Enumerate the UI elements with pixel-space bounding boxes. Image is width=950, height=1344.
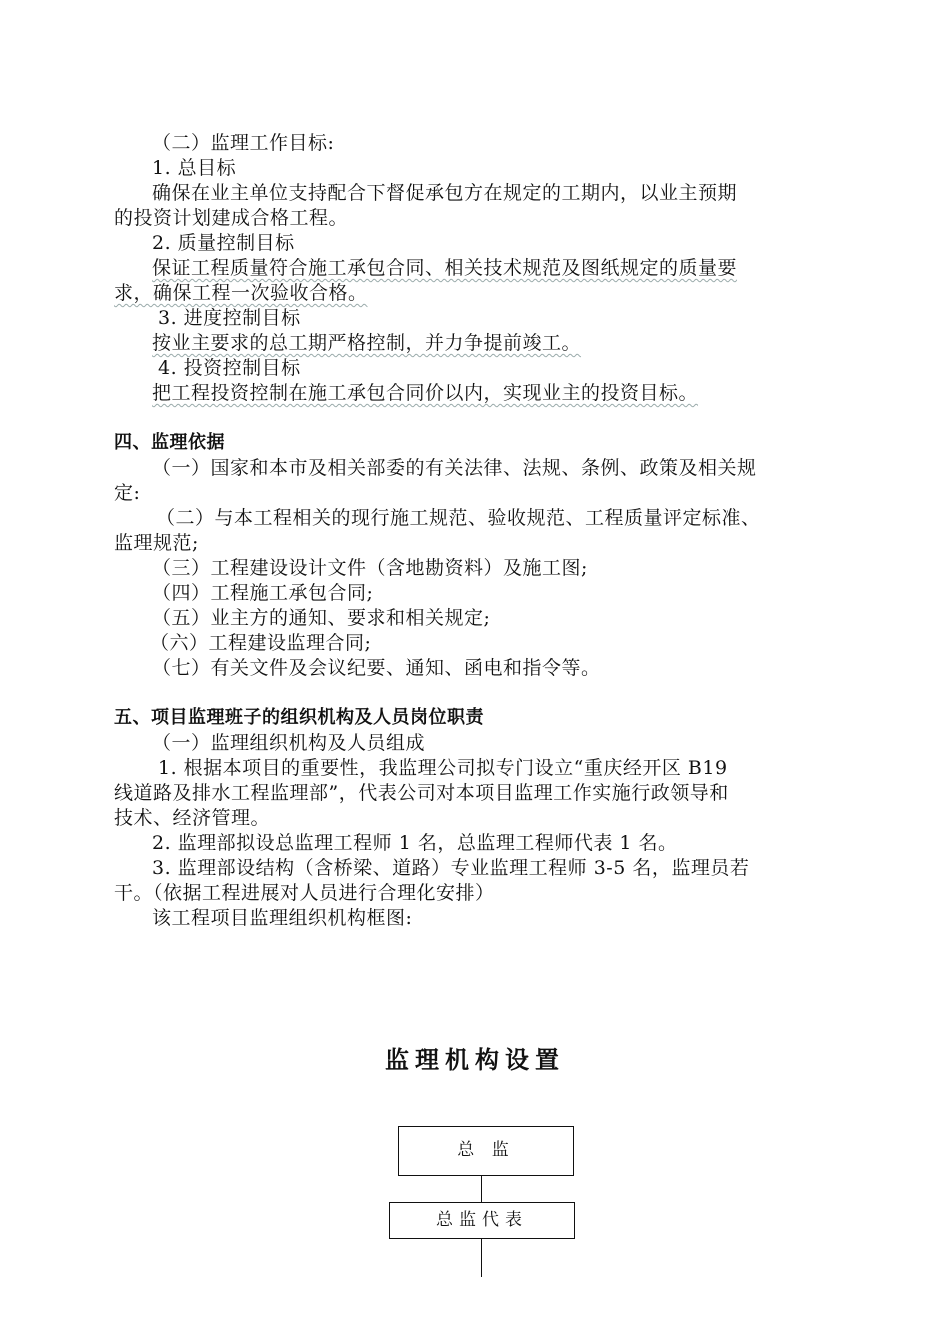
org-connector-2 bbox=[481, 1239, 482, 1277]
target-1-text-cont: 的投资计划建成合格工程。 bbox=[114, 207, 349, 229]
section-4-heading: 四、监理依据 bbox=[114, 432, 225, 453]
section-5-heading: 五、项目监理班子的组织机构及人员岗位职责 bbox=[114, 707, 484, 728]
target-2-text-cont: 求，确保工程一次验收合格。 bbox=[114, 282, 368, 304]
org-box-chief-representative: 总监代表 bbox=[389, 1202, 575, 1239]
org-paragraph-1: 1. 根据本项目的重要性，我监理公司拟专门设立“重庆经开区 B19 bbox=[158, 757, 728, 779]
section-heading-work-targets: （二）监理工作目标: bbox=[152, 132, 335, 154]
org-box-chief-supervisor: 总 监 bbox=[398, 1126, 574, 1176]
target-2-text: 保证工程质量符合施工承包合同、相关技术规范及图纸规定的质量要 bbox=[152, 257, 738, 279]
target-1-text: 确保在业主单位支持配合下督促承包方在规定的工期内，以业主预期 bbox=[152, 182, 738, 204]
org-paragraph-1-cont2: 技术、经济管理。 bbox=[114, 807, 271, 829]
basis-item-2-cont: 监理规范; bbox=[114, 532, 199, 554]
target-3-title: 3. 进度控制目标 bbox=[158, 307, 301, 329]
org-paragraph-3: 3. 监理部设结构（含桥梁、道路）专业监理工程师 3-5 名，监理员若 bbox=[152, 857, 750, 879]
org-paragraph-2: 2. 监理部拟设总监理工程师 1 名，总监理工程师代表 1 名。 bbox=[152, 832, 678, 854]
basis-item-7: （七）有关文件及会议纪要、通知、函电和指令等。 bbox=[152, 657, 601, 679]
target-4-text: 把工程投资控制在施工承包合同价以内，实现业主的投资目标。 bbox=[152, 382, 699, 404]
basis-item-6: （六）工程建设监理合同; bbox=[150, 632, 372, 654]
org-subheading: （一）监理组织机构及人员组成 bbox=[152, 732, 426, 754]
basis-item-2: （二）与本工程相关的现行施工规范、验收规范、工程质量评定标准、 bbox=[156, 507, 761, 529]
org-chart-intro: 该工程项目监理组织机构框图: bbox=[152, 907, 413, 929]
target-4-title: 4. 投资控制目标 bbox=[158, 357, 301, 379]
basis-item-5: （五）业主方的通知、要求和相关规定; bbox=[152, 607, 491, 629]
org-paragraph-1-cont: 线道路及排水工程监理部”，代表公司对本项目监理工作实施行政领导和 bbox=[114, 782, 729, 804]
target-1-title: 1. 总目标 bbox=[152, 157, 237, 179]
target-2-title: 2. 质量控制目标 bbox=[152, 232, 295, 254]
basis-item-1: （一）国家和本市及相关部委的有关法律、法规、条例、政策及相关规 bbox=[152, 457, 757, 479]
basis-item-1-cont: 定: bbox=[114, 482, 141, 504]
target-3-text: 按业主要求的总工期严格控制，并力争提前竣工。 bbox=[152, 332, 582, 354]
basis-item-3: （三）工程建设设计文件（含地勘资料）及施工图; bbox=[152, 557, 588, 579]
org-chart-title: 监理机构设置 bbox=[385, 1046, 565, 1074]
basis-item-4: （四）工程施工承包合同; bbox=[152, 582, 374, 604]
org-connector-1 bbox=[481, 1176, 482, 1202]
org-paragraph-3-cont: 干。（依据工程进展对人员进行合理化安排） bbox=[114, 882, 495, 904]
